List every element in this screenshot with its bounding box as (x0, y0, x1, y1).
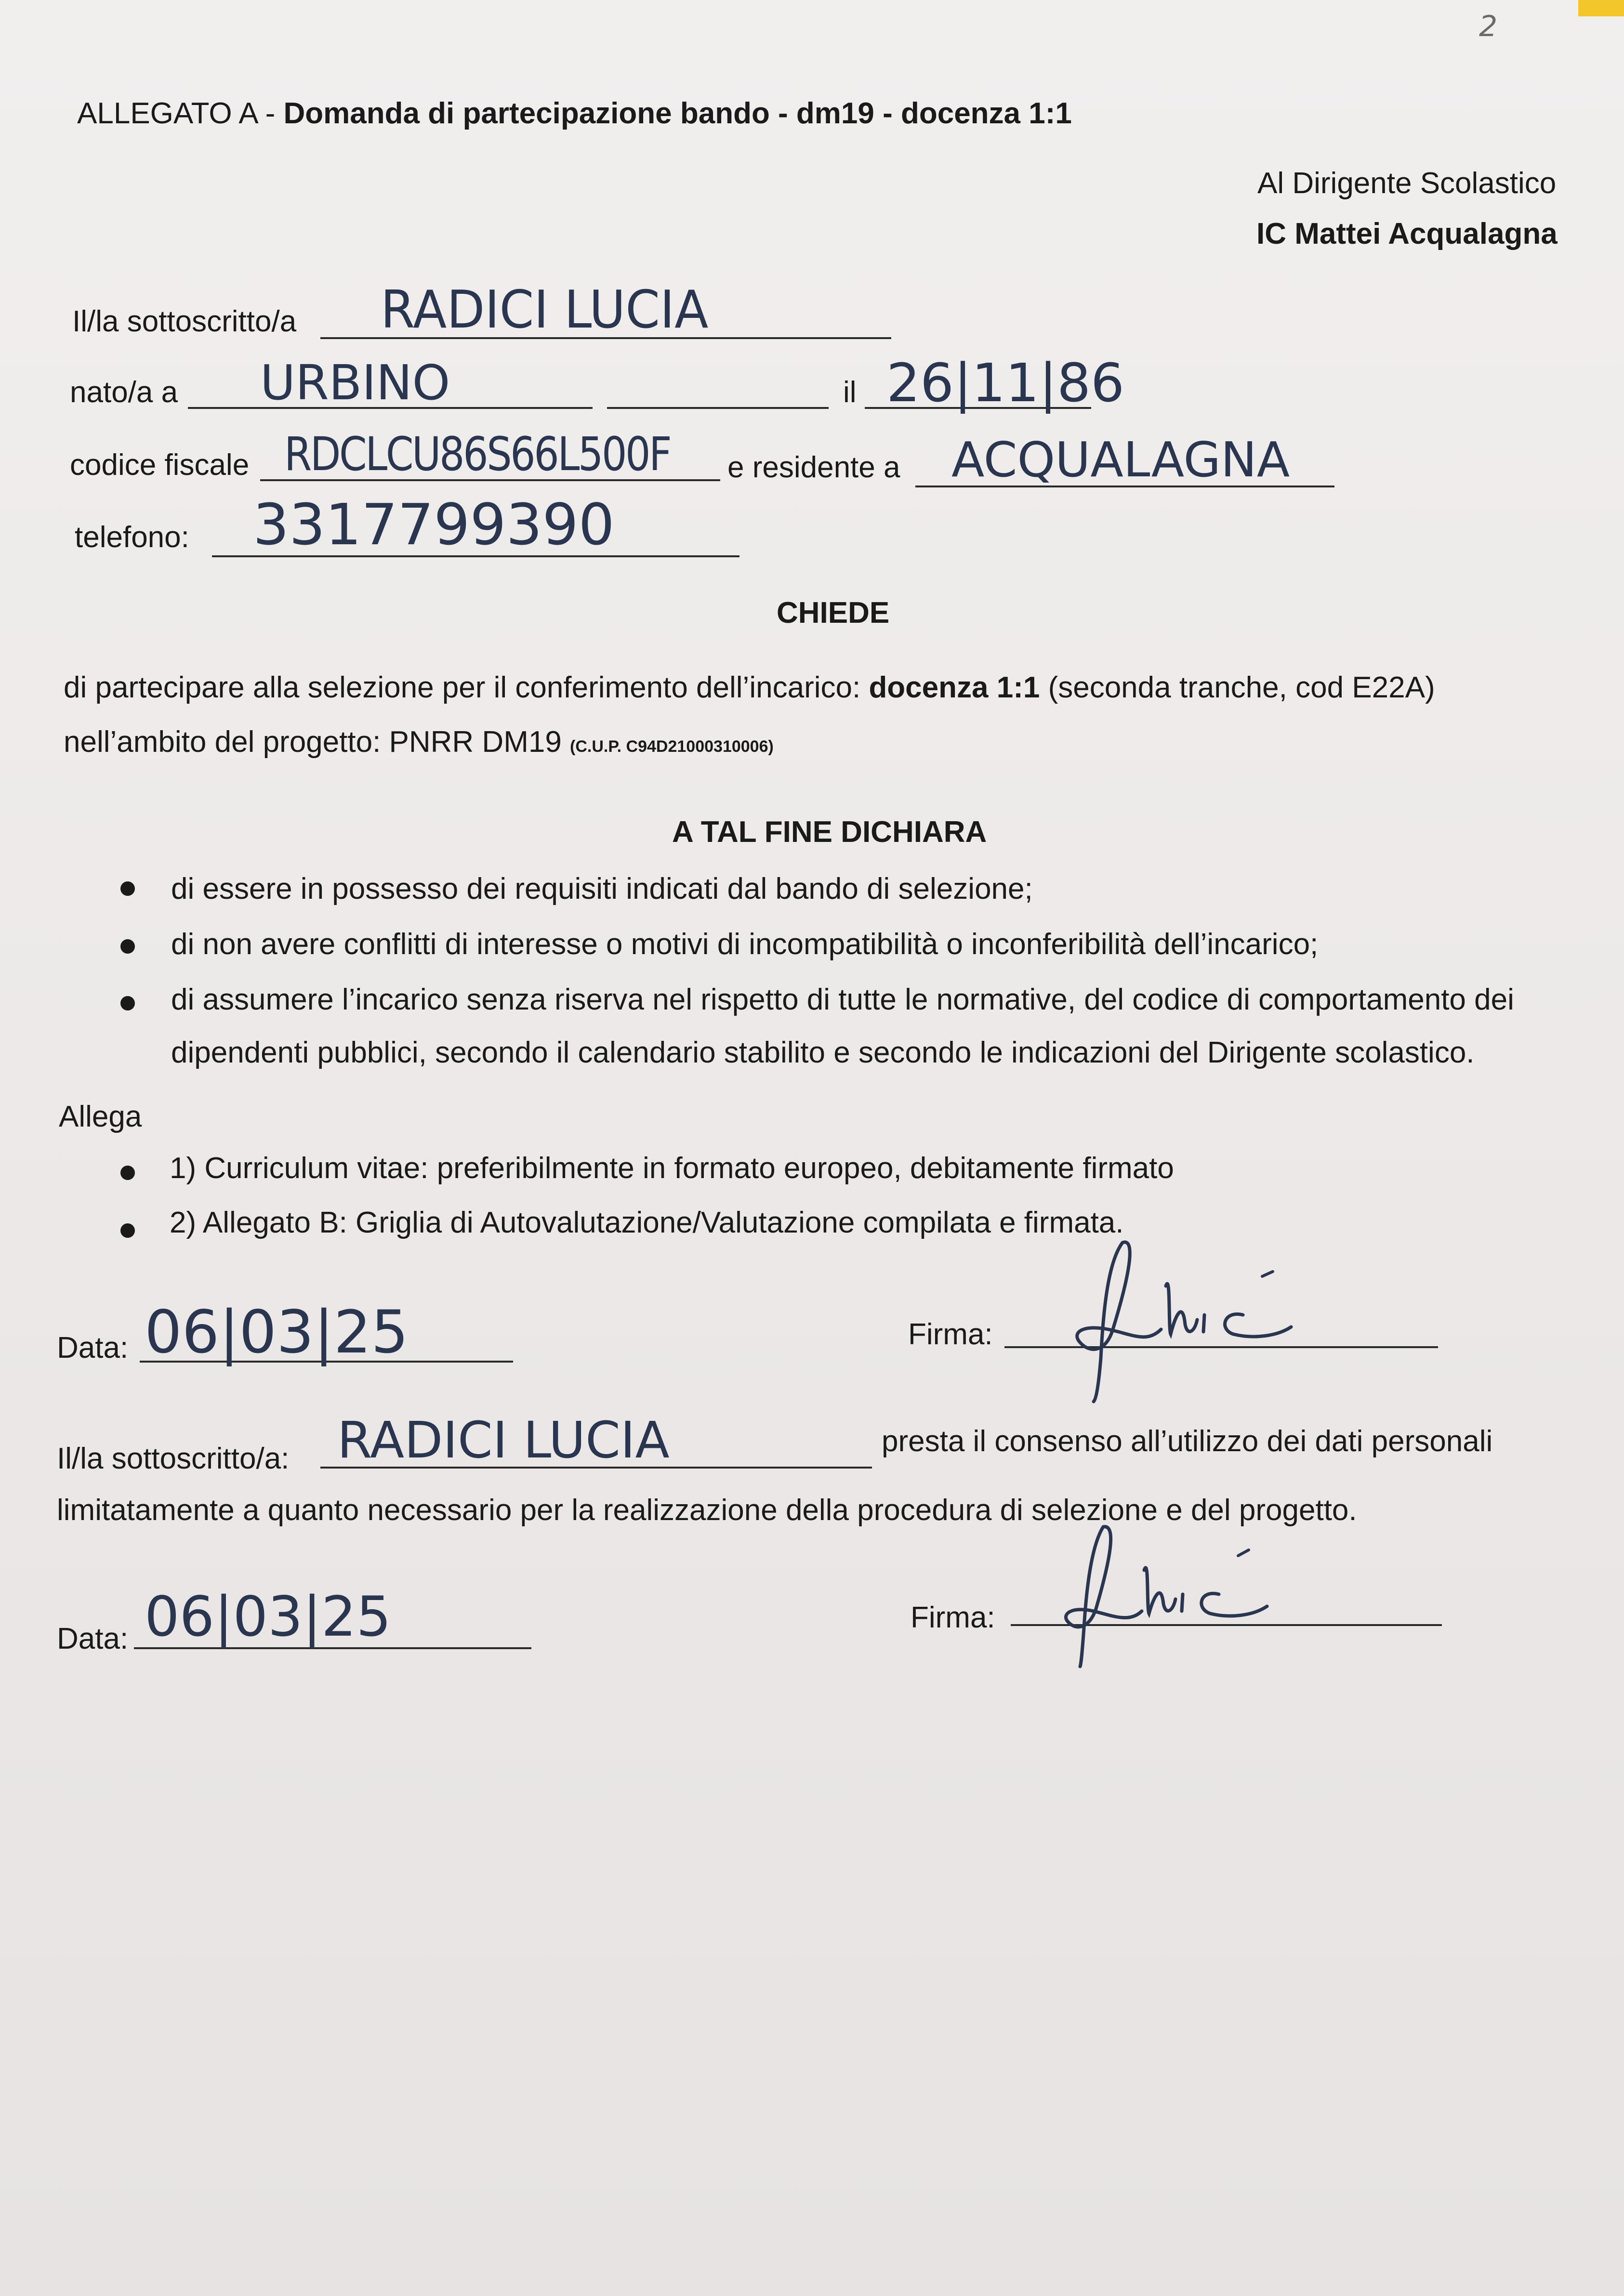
nato-value: URBINO (260, 354, 450, 411)
bullet-icon (120, 1223, 135, 1238)
firma2-label: Firma: (911, 1601, 995, 1634)
telefono-label: telefono: (75, 521, 189, 554)
dichiara-item-3-cont: dipendenti pubblici, secondo il calendario stabilito e secondo le indicazioni del Dirigente scolastico. (171, 1036, 1475, 1069)
chiede-line1-c: (seconda tranche, cod E22A) (1040, 671, 1435, 704)
bullet-icon (120, 939, 135, 954)
corner-mark: 2 (1479, 10, 1498, 43)
data2-value: 06|03|25 (145, 1585, 391, 1649)
chiede-line2-b: (C.U.P. C94D21000310006) (570, 737, 774, 756)
residente-value: ACQUALAGNA (951, 432, 1290, 488)
sticky-note-edge (1578, 0, 1624, 16)
recipient-line2: IC Mattei Acqualagna (1256, 217, 1558, 250)
consenso-value: RADICI LUCIA (337, 1411, 670, 1469)
consenso-label: Il/la sottoscritto/a: (57, 1442, 290, 1475)
dichiara-heading: A TAL FINE DICHIARA (672, 815, 987, 849)
dichiara-item-1: di essere in possesso dei requisiti indicati dal bando di selezione; (171, 872, 1033, 905)
document-title (77, 99, 1072, 129)
signature-2-icon (1041, 1522, 1291, 1671)
firma1-label: Firma: (908, 1318, 993, 1351)
telefono-value: 3317799390 (253, 491, 615, 558)
allega-item-2: 2) Allegato B: Griglia di Autovalutazione/Valutazione compilata e firmata. (170, 1206, 1124, 1239)
data1-value: 06|03|25 (145, 1298, 409, 1366)
consenso-text1: presta il consenso all’utilizzo dei dati personali (882, 1425, 1493, 1458)
chiede-line1 (64, 673, 1435, 703)
allega-item-1: 1) Curriculum vitae: preferibilmente in formato europeo, debitamente firmato (170, 1152, 1174, 1185)
sottoscritto-value: RADICI LUCIA (381, 280, 709, 340)
consenso-text2: limitatamente a quanto necessario per la realizzazione della procedura di selezione e del progetto. (57, 1494, 1357, 1527)
chiede-line2-a: nell’ambito del progetto: PNRR DM19 (64, 725, 570, 759)
nato-extra-underline (607, 407, 829, 409)
bullet-icon (120, 881, 135, 896)
signature-1-icon (1050, 1233, 1310, 1406)
nato-label: nato/a a (70, 376, 178, 409)
chiede-heading: CHIEDE (777, 596, 890, 630)
data1-label: Data: (57, 1331, 129, 1364)
title-prefix: ALLEGATO A - (77, 97, 284, 130)
data2-label: Data: (57, 1622, 129, 1655)
il-label: il (843, 376, 857, 409)
title-text: Domanda di partecipazione bando - dm19 - docenza 1:1 (283, 97, 1072, 130)
dichiara-item-2: di non avere conflitti di interesse o motivi di incompatibilità o inconferibilità dell’incarico; (171, 928, 1319, 961)
dichiara-item-3: di assumere l’incarico senza riserva nel rispetto di tutte le normative, del codice di comportamento dei (171, 983, 1514, 1016)
chiede-line1-a: di partecipare alla selezione per il conferimento dell’incarico: (64, 671, 869, 704)
recipient-line1: Al Dirigente Scolastico (1257, 167, 1557, 200)
residente-label: e residente a (727, 451, 900, 484)
allega-heading: Allega (59, 1100, 142, 1133)
data-nascita-value: 26|11|86 (886, 352, 1125, 414)
sottoscritto-label: Il/la sottoscritto/a (72, 305, 297, 338)
codice-fiscale-label: codice fiscale (70, 448, 250, 482)
bullet-icon (120, 1166, 135, 1180)
chiede-line1-b: docenza 1:1 (869, 671, 1040, 704)
bullet-icon (120, 996, 135, 1010)
chiede-line2 (64, 727, 774, 757)
codice-fiscale-value: RDCLCU86S66L500F (284, 427, 671, 481)
